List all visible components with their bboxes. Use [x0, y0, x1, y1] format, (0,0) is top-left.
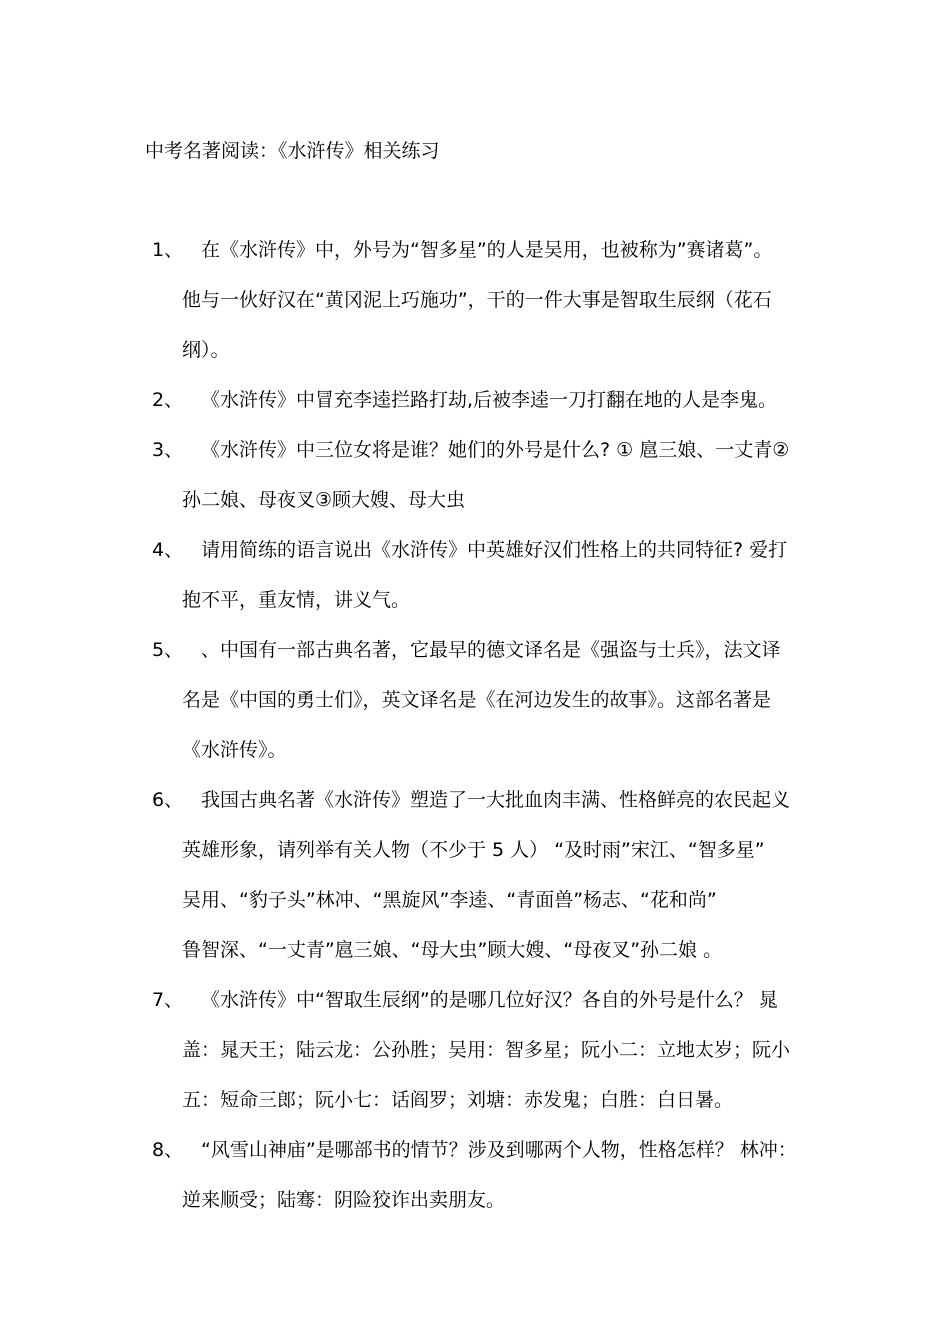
question-text-line: 五：短命三郎；阮小七：话阎罗；刘塘：赤发鬼；白胜：白日暑。: [182, 1089, 734, 1111]
question-text-line: 我国古典名著《水浒传》塑造了一大批血肉丰满、性格鲜亮的农民起义: [201, 789, 791, 811]
question-text-line: 他与一伙好汉在“黄冈泥上巧施功”，干的一件大事是智取生辰纲（花石: [182, 289, 772, 311]
question-text-line: 《水浒传》中三位女将是谁？她们的外号是什么? ① 扈三娘、一丈青②: [201, 439, 790, 461]
question-text-line: 逆来顺受；陆骞：阴险狡诈出卖朋友。: [182, 1189, 506, 1211]
question-text-line: 盖：晁天王；陆云龙：公孙胜；吴用：智多星；阮小二：立地太岁；阮小: [182, 1039, 791, 1061]
question-number: 3、: [152, 439, 184, 461]
question-text-line: 鲁智深、“一丈青”扈三娘、“母大虫”顾大嫂、“母夜叉”孙二娘 。: [182, 939, 723, 961]
document-title: 中考名著阅读：《水浒传》相关练习: [145, 140, 440, 162]
question-number: 1、: [152, 239, 184, 261]
question-text-line: 名是《中国的勇士们》，英文译名是《在河边发生的故事》。这部名著是: [182, 689, 772, 711]
question-text-line: 《水浒传》中“智取生辰纲”的是哪几位好汉？各自的外号是什么？ 晁: [201, 989, 778, 1011]
question-number: 5、: [152, 639, 184, 661]
question-text-line: “风雪山神庙”是哪部书的情节？涉及到哪两个人物，性格怎样？ 林冲：: [201, 1139, 797, 1161]
question-text-line: 抱不平，重友情，讲义气。: [182, 589, 411, 611]
question-text-line: 孙二娘、母夜叉③顾大嫂、母大虫: [182, 489, 466, 511]
question-text-line: 《水浒传》。: [182, 739, 287, 761]
question-text-line: 英雄形象，请列举有关人物（不少于 5 人） “及时雨”宋江、“智多星”: [182, 839, 765, 861]
question-text-line: 、中国有一部古典名著，它最早的德文译名是《强盗与士兵》，法文译: [201, 639, 781, 661]
question-text-line: 吴用、“豹子头”林冲、“黑旋风”李逵、“青面兽”杨志、“花和尚”: [182, 889, 717, 911]
question-number: 4、: [152, 539, 184, 561]
question-text-line: 纲）。: [182, 339, 230, 361]
question-number: 6、: [152, 789, 184, 811]
question-text-line: 《水浒传》中冒充李逵拦路打劫,后被李逵一刀打翻在地的人是李鬼。: [201, 389, 778, 411]
question-text-line: 请用简练的语言说出《水浒传》中英雄好汉们性格上的共同特征? 爱打: [201, 539, 788, 561]
question-number: 2、: [152, 389, 184, 411]
question-text-line: 在《水浒传》中，外号为“智多星”的人是吴用，也被称为”赛诸葛”。: [201, 239, 773, 261]
question-number: 8、: [152, 1139, 184, 1161]
question-number: 7、: [152, 989, 184, 1011]
